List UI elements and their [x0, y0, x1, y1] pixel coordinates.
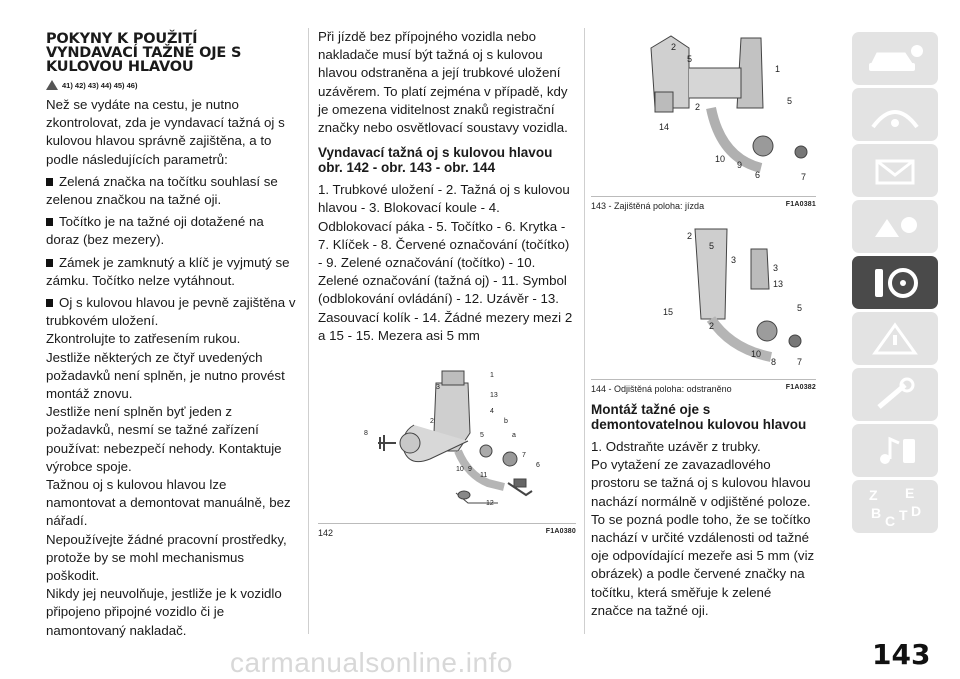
- page-number: 143: [872, 638, 931, 671]
- index-letter: B: [871, 504, 882, 521]
- car-info-icon: [865, 41, 925, 77]
- parts-legend: 1. Trubkové uložení - 2. Tažná oj s kulovou hlavou - 3. Blokovací koule - 4. Odblokovací páka - 5. Točítko - 6. Krytka - 7. Klíček - 8. Červené označování (točítko) - 9. Zelené označování (točítko) - 10. Zelené označování (tažná oj) - 11. Symbol (odblokování ovládání) - 12. Uzávěr - 13. Zasouvací kolík - 14. Žádné mezery mezi 2 a 15 - 15. Mezera asi 5 mm: [318, 182, 573, 343]
- figure-caption: [318, 523, 576, 538]
- fig142-label: 12: [486, 500, 494, 508]
- column-1: [46, 28, 298, 640]
- tab-safety[interactable]: [852, 200, 938, 253]
- paragraph: Jestliže některých ze čtyř uvedených požadavků není splněn, je nutno provést montáž znovu.: [46, 349, 285, 402]
- paragraph: 1. Odstraňte uzávěr z trubky.: [591, 439, 761, 454]
- fig143-label: 2: [695, 102, 701, 112]
- checklist-item: [46, 213, 298, 249]
- checklist-text: Oj s kulovou hlavou je pevně zajištěna v trubkovém uložení.: [46, 295, 296, 329]
- fig143-label: 7: [801, 172, 807, 182]
- fig142-label: b: [504, 418, 508, 426]
- fig144-label: 2: [687, 231, 693, 241]
- checkbox-icon: [46, 299, 53, 307]
- fig143-label: 9: [737, 160, 743, 170]
- paragraph: Nepoužívejte žádné pracovní prostředky, protože by se mohl mechanismus poškodit.: [46, 531, 287, 584]
- caption-text: 143 - Zajištěná poloha: jízda: [591, 201, 705, 211]
- figure-143: [591, 28, 816, 211]
- fig143-label: 1: [775, 64, 781, 74]
- dashboard-icon: [865, 97, 925, 133]
- checkbox-icon: [46, 218, 53, 226]
- figure-code: F1A0381: [785, 201, 816, 208]
- fig144-label: 3: [731, 255, 737, 265]
- fig144-label: 8: [771, 357, 777, 367]
- fig143-label: 10: [715, 154, 726, 164]
- fig142-label: a: [512, 432, 516, 440]
- checklist-text: Zelená značka na točítku souhlasí se zelenou značkou na tažné oji.: [46, 173, 278, 208]
- fig142-label: 2: [430, 418, 434, 426]
- index-icon: [863, 484, 927, 530]
- fig144-label: 13: [773, 279, 784, 289]
- paragraph: Jestliže není splněn byť jeden z požadavků, nesmí se tažné zařízení používat: nebezpečí nehody. Kontaktuje výrobce spoje.: [46, 404, 282, 474]
- paragraph: Po vytažení ze zavazadlového prostoru se tažná oj s kulovou hlavou nachází normálně v odjištěné poloze. To se pozná podle toho, že se točítko nachází v určité vzdálenosti od tažné oje odpovídající mezeře asi 5 mm (viz obrázek) a podle červené značky na točítku, která směřuje k zelené značce na tažné oji.: [591, 457, 815, 618]
- figure-caption: [591, 379, 816, 394]
- steering-key-icon: [865, 263, 925, 303]
- index-letter: E: [905, 484, 915, 501]
- paragraph: Zkontrolujte to zatřesením rukou.: [46, 331, 241, 347]
- tab-car-info[interactable]: [852, 32, 938, 85]
- paragraph: Nikdy jej neuvolňuje, jestliže je k vozidlo připojeno připojné vozidlo či je namontovaný nakladač.: [46, 586, 282, 638]
- checklist-item: [46, 254, 298, 290]
- tab-mail[interactable]: [852, 144, 938, 197]
- column-divider-1: [308, 28, 309, 634]
- fig142-label: 5: [480, 432, 484, 440]
- caption-text: 142: [318, 528, 334, 539]
- paragraph: Tažnou oj s kulovou hlavou lze namontovat a demontovat manuálně, bez nářadí.: [46, 477, 291, 529]
- section-heading: [46, 32, 298, 74]
- figure-code: F1A0380: [545, 528, 576, 536]
- fig143-label: 6: [755, 170, 761, 180]
- fig143-label: 5: [687, 54, 693, 64]
- fig143-label: 5: [787, 96, 793, 106]
- tab-steering-key[interactable]: [852, 256, 938, 309]
- fig142-label: 7: [522, 452, 526, 460]
- fig143-label: 2: [671, 42, 677, 52]
- column-divider-2: [584, 28, 585, 634]
- checklist-item: [46, 173, 298, 209]
- figure-144: [591, 219, 816, 394]
- fig144-label: 10: [751, 349, 762, 359]
- figure-code: F1A0382: [785, 384, 816, 391]
- heading-line-2: VYNDAVACÍ TAŽNÉ OJE S: [46, 45, 242, 61]
- checklist-text: Zámek je zamknutý a klíč je vyjmutý se zámku. Točítko nelze vytáhnout.: [46, 254, 290, 288]
- index-letter: C: [885, 512, 896, 529]
- warning-refs: [46, 80, 298, 90]
- tab-music-phone[interactable]: [852, 424, 938, 477]
- heading-line-1: POKYNY K POUŽITÍ: [46, 31, 198, 47]
- index-letter: D: [911, 502, 922, 519]
- fig142-label: 9: [468, 466, 472, 474]
- fig144-label: 5: [709, 241, 715, 251]
- fig142-label: 3: [436, 384, 440, 392]
- paragraph: Při jízdě bez přípojného vozidla nebo nakladače musí být tažná oj s kulovou hlavou odstraněna a její trubkové uložení uzávěrem. To platí zejména v případě, kdy je omezena viditelnost znaků registrační značky nebo osvětlovací soustavy vozidla.: [318, 29, 568, 136]
- wrench-icon: [865, 377, 925, 413]
- fig144-label: 5: [797, 303, 803, 313]
- fig144-label: 15: [663, 307, 674, 317]
- unlocked-position-illustration: [591, 219, 816, 379]
- safety-icon: [865, 209, 925, 245]
- checkbox-icon: [46, 259, 53, 267]
- checklist-text: Točítko je na tažné oji dotažené na doraz (bez mezery).: [46, 214, 264, 248]
- fig142-label: 4: [490, 408, 494, 416]
- fig144-label: 2: [709, 321, 715, 331]
- music-phone-icon: [865, 433, 925, 469]
- checkbox-icon: [46, 178, 53, 186]
- paragraph: Než se vydáte na cestu, je nutno zkontrolovat, zda je vyndavací tažná oj s kulovou hlavou správně zajištěna, a to podle následujících parametrů:: [46, 97, 285, 167]
- column-3: [591, 28, 816, 620]
- figure-142: [318, 363, 576, 538]
- tab-dashboard[interactable]: [852, 88, 938, 141]
- subheading: Vyndavací tažná oj s kulovou hlavou obr. 142 - obr. 143 - obr. 144: [318, 145, 553, 176]
- warning-triangle-icon: [46, 80, 58, 90]
- index-letter: Z: [869, 486, 878, 503]
- fig144-label: 7: [797, 357, 803, 367]
- subheading: Montáž tažné oje s demontovatelnou kulovou hlavou: [591, 402, 807, 432]
- warning-icon: [865, 321, 925, 357]
- fig142-label: 10: [456, 466, 464, 474]
- fig143-label: 14: [659, 122, 670, 132]
- locked-position-illustration: [591, 28, 816, 196]
- mail-icon: [865, 153, 925, 189]
- fig142-label: 1: [490, 372, 494, 380]
- tab-wrench[interactable]: [852, 368, 938, 421]
- fig142-label: 13: [490, 392, 498, 400]
- column-2: [318, 28, 576, 538]
- warning-refs-text: 41) 42) 43) 44) 45) 46): [62, 80, 138, 90]
- fig142-label: 11: [480, 472, 488, 480]
- fig142-label: 8: [364, 430, 368, 438]
- watermark: carmanualsonline.info: [230, 647, 513, 678]
- tow-bar-exploded-illustration: [318, 363, 576, 523]
- index-letter: T: [899, 506, 908, 523]
- tab-index[interactable]: [852, 480, 938, 533]
- checklist-item: [46, 294, 298, 330]
- caption-text: 144 - Odjištěná poloha: odstraněno: [591, 384, 732, 394]
- chapter-tabs: [852, 32, 938, 536]
- tab-warning[interactable]: [852, 312, 938, 365]
- fig142-label: 6: [536, 462, 540, 470]
- fig144-label: 3: [773, 263, 779, 273]
- heading-line-3: KULOVOU HLAVOU: [46, 59, 194, 75]
- figure-caption: [591, 196, 816, 211]
